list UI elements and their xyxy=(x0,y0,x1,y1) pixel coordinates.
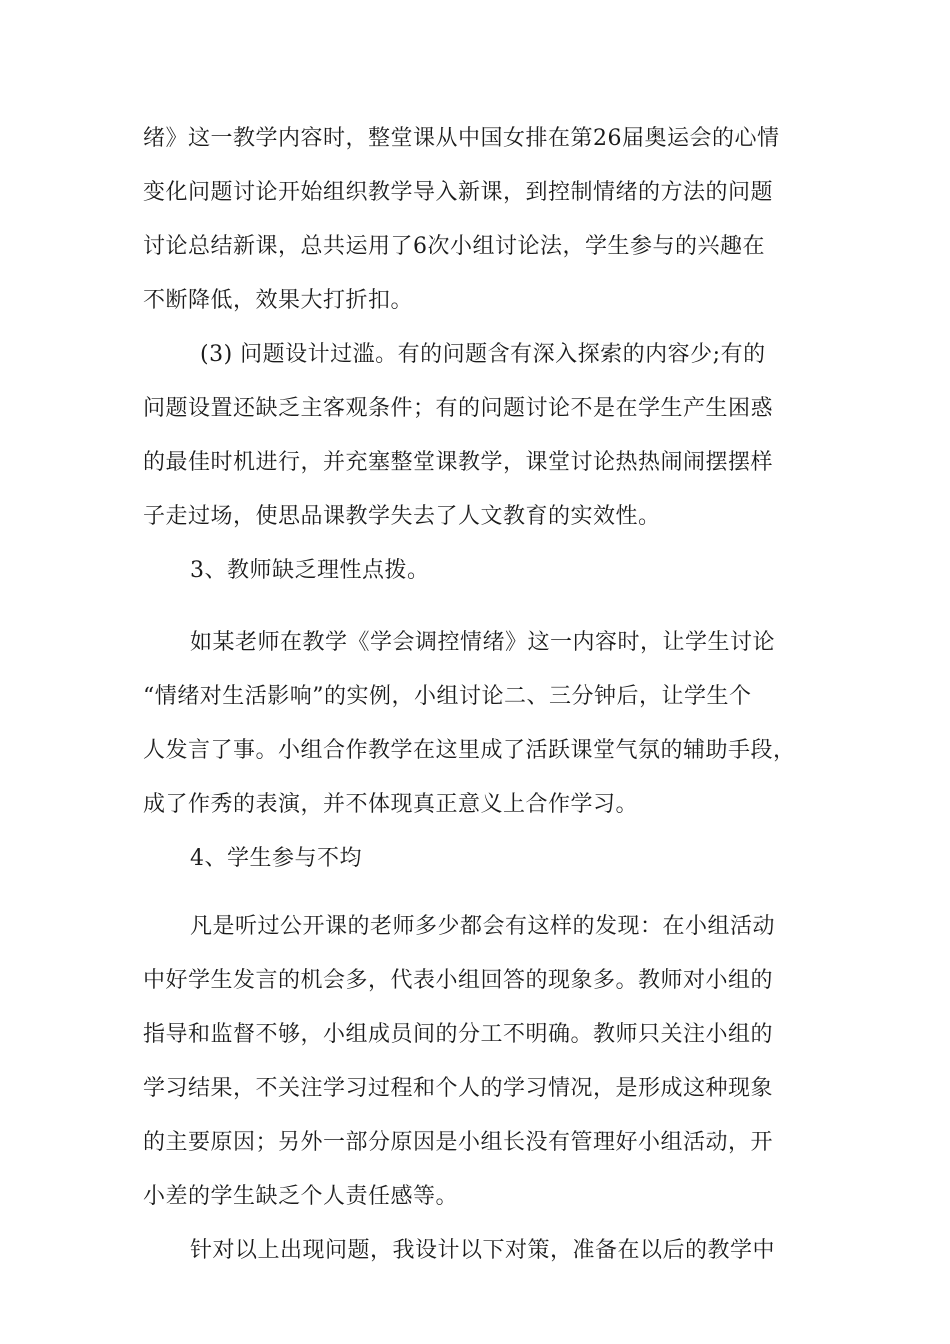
paragraph-3-line-1: 如某老师在教学《学会调控情绪》这一内容时，让学生讨论 xyxy=(190,630,776,655)
paragraph-3-line-3: 人发言了事。小组合作教学在这里成了活跃课堂气氛的辅助手段， xyxy=(143,738,796,763)
section-heading-4: 4、学生参与不均 xyxy=(190,846,362,871)
paragraph-1-line-4: 不断降低，效果大打折扣。 xyxy=(143,288,414,313)
paragraph-2-line-4: 子走过场，使思品课教学失去了人文教育的实效性。 xyxy=(143,504,661,529)
paragraph-1-line-3: 讨论总结新课，总共运用了6次小组讨论法，学生参与的兴趣在 xyxy=(143,234,765,259)
paragraph-3-line-2: “情绪对生活影响”的实例，小组讨论二、三分钟后，让学生个 xyxy=(143,684,752,709)
section-heading-3: 3、教师缺乏理性点拨。 xyxy=(190,558,430,583)
paragraph-2-line-3: 的最佳时机进行，并充塞整堂课教学，课堂讨论热热闹闹摆摆样 xyxy=(143,450,774,475)
paragraph-4-line-6: 小差的学生缺乏个人责任感等。 xyxy=(143,1184,459,1209)
paragraph-1-line-2: 变化问题讨论开始组织教学导入新课，到控制情绪的方法的问题 xyxy=(143,180,774,205)
paragraph-1-line-1: 绪》这一教学内容时，整堂课从中国女排在第26届奥运会的心情 xyxy=(143,126,780,151)
paragraph-4-line-5: 的主要原因；另外一部分原因是小组长没有管理好小组活动，开 xyxy=(143,1130,774,1155)
paragraph-2-line-1: (3) 问题设计过滥。有的问题含有深入探索的内容少;有的 xyxy=(200,342,766,367)
paragraph-4-line-4: 学习结果，不关注学习过程和个人的学习情况，是形成这种现象 xyxy=(143,1076,774,1101)
paragraph-3-line-4: 成了作秀的表演，并不体现真正意义上合作学习。 xyxy=(143,792,639,817)
paragraph-4-line-1: 凡是听过公开课的老师多少都会有这样的发现：在小组活动 xyxy=(190,914,776,939)
paragraph-4-line-2: 中好学生发言的机会多，代表小组回答的现象多。教师对小组的 xyxy=(143,968,774,993)
paragraph-5-line-1: 针对以上出现问题，我设计以下对策，准备在以后的教学中 xyxy=(190,1238,776,1263)
paragraph-2-line-2: 问题设置还缺乏主客观条件；有的问题讨论不是在学生产生困惑 xyxy=(143,396,774,421)
paragraph-4-line-3: 指导和监督不够，小组成员间的分工不明确。教师只关注小组的 xyxy=(143,1022,774,1047)
